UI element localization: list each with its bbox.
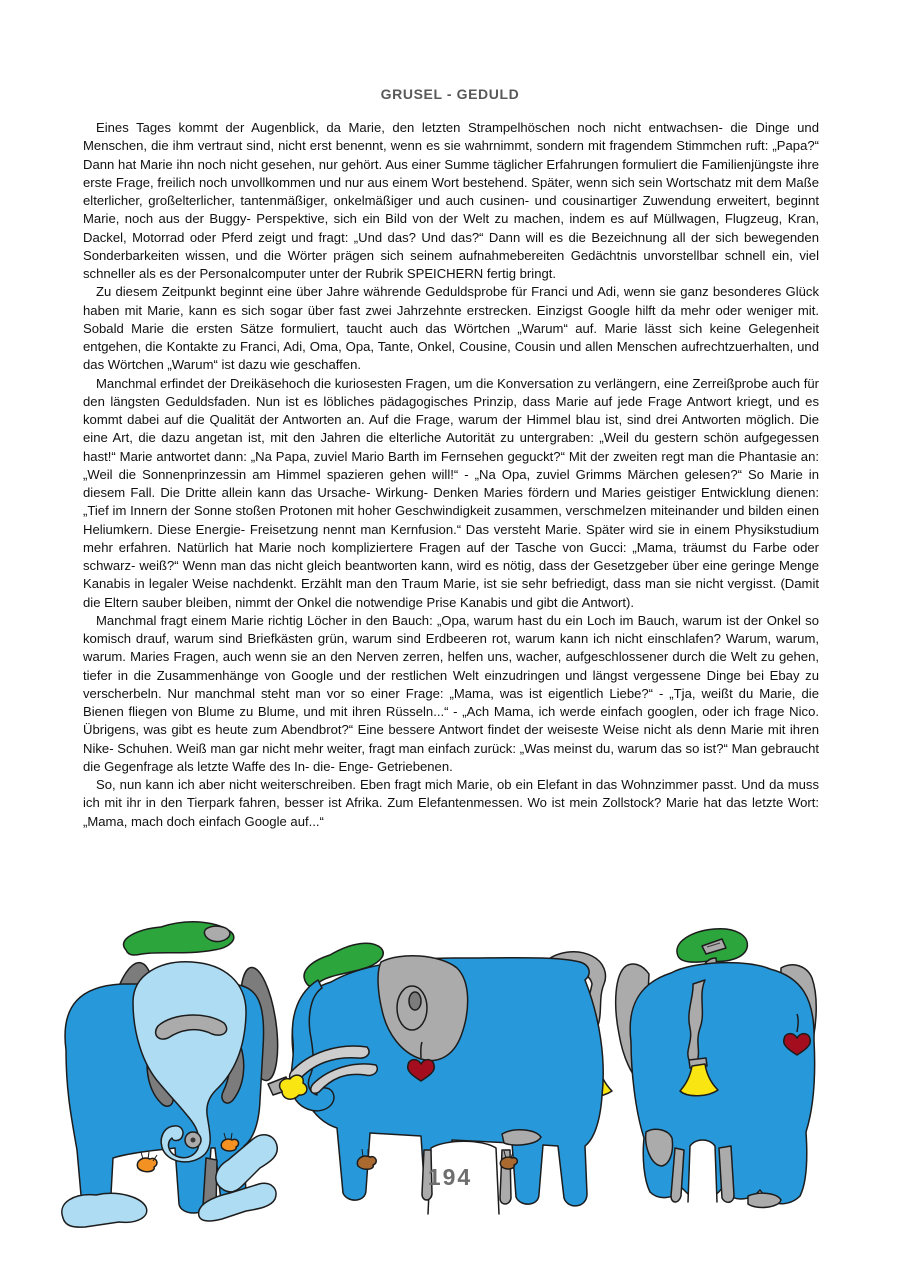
paragraph: Eines Tages kommt der Augenblick, da Marie, den letzten Strampelhöschen noch nicht entwachsen- die Dinge und Menschen, die ihm vertraut sind, nicht erst benennt, wenn es sie wahrnimmt, sondern mit fragendem Stimmchen ruft: „Papa?“ Dann hat Marie ihn noch nicht gesehen, nur gehört. Aus einer Summe täglicher Erfahrungen formuliert die Familienjüngste ihre erste Frage, freilich noch unvollkommen und nur aus einem Wort bestehend. Später, wenn sich sein Wortschatz mit dem Maße elterlicher, großelterlicher, tantenmäßiger, onkelmäßiger und auch cusinen- und cousinartiger Zuwendung erweitert, beginnt Marie, noch aus der Buggy- Perspektive, sich ein Bild von der Welt zu machen, indem es auf Müllwagen, Flugzeug, Kran, Dackel, Motorrad oder Pferd zeigt und fragt: „Und das? Und das?“ Dann will es die Bezeichnung all der sich bewegenden Sonderbarkeiten wissen, und die Wörter prägen sich seinem aufnahmebereiten Gedächtnis unvorstellbar schnell ein, viel schneller als es der Personalcomputer unter der Rubrik SPEICHERN fertig bringt.	[83, 120, 819, 281]
elephant-front-view	[62, 922, 284, 1227]
ear-hole	[409, 992, 421, 1010]
elephant-side-view	[268, 943, 612, 1214]
elephant-rear-view	[616, 929, 817, 1208]
paragraph: Manchmal fragt einem Marie richtig Löcher in den Bauch: „Opa, warum hast du ein Loch im Bauch, warum ist der Onkel so komisch drauf, warum sind Briefkästen grün, warum sind Erdbeeren rot, warum kann ich nicht einschlafen? Warum, warum, warum. Maries Fragen, auch wenn sie an den Nerven zerren, helfen uns, wacher, aufgeschlossener durch die Welt zu gehen, tiefer in die Zusammenhänge von Google und der restlichen Welt einzudringen und längst vergessene Dinge bei Ebay zu verscherbeln. Nur manchmal steht man vor so einer Frage: „Mama, was ist eigentlich Liebe?“ - „Tja, weißt du Marie, die Bienen fliegen von Blume zu Blume, und mit ihren Rüsseln...“ - „Ach Mama, ich werde einfach googlen, oder ich frage Nico. Übrigens, was gibt es heute zum Abendbrot?“ Eine bessere Antwort findet der weiseste Weise nicht als denn Marie mit ihren Nike- Schuhen. Weiß man gar nicht mehr weiter, fragt man einfach zurück: „Was meinst du, warum das so ist?“ Man gebraucht die Gegenfrage als letzte Waffe des In- die- Enge- Getriebenen.	[83, 612, 819, 774]
gap-arch	[688, 1140, 717, 1202]
page-title: GRUSEL - GEDULD	[380, 86, 520, 102]
tail-knob-dot	[191, 1138, 196, 1143]
paragraph: Zu diesem Zeitpunkt beginnt eine über Jahre währende Geduldsprobe für Franci und Adi, wenn sie ganz besonderes Glück haben mit Marie, kann es sich sogar über fast zwei Jahrzehnte erstrecken. Einzigst Google hilft da mehr oder weniger mit. Sobald Marie die ersten Sätze formuliert, taucht auch das Wörtchen „Warum“ auf. Marie lässt sich keine Gelegenheit entgehen, die Kontakte zu Franci, Adi, Oma, Opa, Tante, Onkel, Cousine, Cousin und allen Menschen aufrechtzuerhalten, und das Wörtchen „Warum“ ist dazu wie geschaffen.	[83, 284, 819, 373]
leg-gray-sliver	[719, 1146, 734, 1202]
elephants-illustration	[0, 900, 900, 1273]
foot-gray	[748, 1193, 781, 1207]
paragraph: So, nun kann ich aber nicht weiterschreiben. Eben fragt mich Marie, ob ein Elefant in das Wohnzimmer passt. Und da muss ich mit ihr in den Tierpark fahren, besser ist Afrika. Zum Elefantenmessen. Wo ist mein Zollstock? Marie hat das letzte Wort: „Mama, mach doch einfach Google auf...“	[83, 777, 819, 829]
body-text	[83, 119, 819, 831]
page-number: 194	[427, 1164, 473, 1190]
left-shoe	[62, 1193, 147, 1227]
paragraph: Manchmal erfindet der Dreikäsehoch die kuriosesten Fragen, um die Konversation zu verlängern, eine Zerreißprobe auch für den längsten Geduldsfaden. Nun ist es löbliches pädagogisches Prinzip, dass Marie auf jede Frage Antwort kriegt, und es kommt dabei auf die Qualität der Antworten an. Auf die Frage, warum der Himmel blau ist, sind drei Antworten möglich. Die eine Art, die dazu angetan ist, mit den Jahren die elterliche Autorität zu untergraben: „Weil du gestern schön aufgegessen hast!“ Marie antwortet dann: „Na Papa, zuviel Mario Barth im Fernsehen geguckt?“ Mit der zweiten regt man die Phantasie an: „Weil die Sonnenprinzessin am Himmel spazieren gehen will!“ - „Na Opa, zuviel Grimms Märchen gelesen?“ So Marie in diesem Fall. Die Dritte allein kann das Ursache- Wirkung- Denken Maries fördern und Maries geistiger Entwicklung dienen: „Tief im Innern der Sonne stoßen Protonen mit hoher Geschwindigkeit zusammen, verschmelzen miteinander und bilden einen Heliumkern. Diese Energie- Freisetzung nennt man Kernfusion.“ Das versteht Marie. Später wird sie in einem Physikstudium mehr erfahren. Natürlich hat Marie noch kompliziertere Fragen auf der Tasche von Gucci: „Mama, träumst du Farbe oder schwarz- weiß?“ Wenn man das nicht gleich beantworten kann, wird es nötig, dass der Gesetzgeber über eine geringe Menge Kanabis in legaler Weise nachdenkt. Erzählt man den Traum Marie, ist sie sehr befriedigt, dass man sie nicht vergisst. (Damit die Eltern sauber bleiben, nimmt der Onkel die notwendige Prise Kanabis und gibt die Antwort).	[83, 375, 819, 610]
critter-orange	[137, 1152, 157, 1172]
hat-patch	[204, 926, 230, 941]
